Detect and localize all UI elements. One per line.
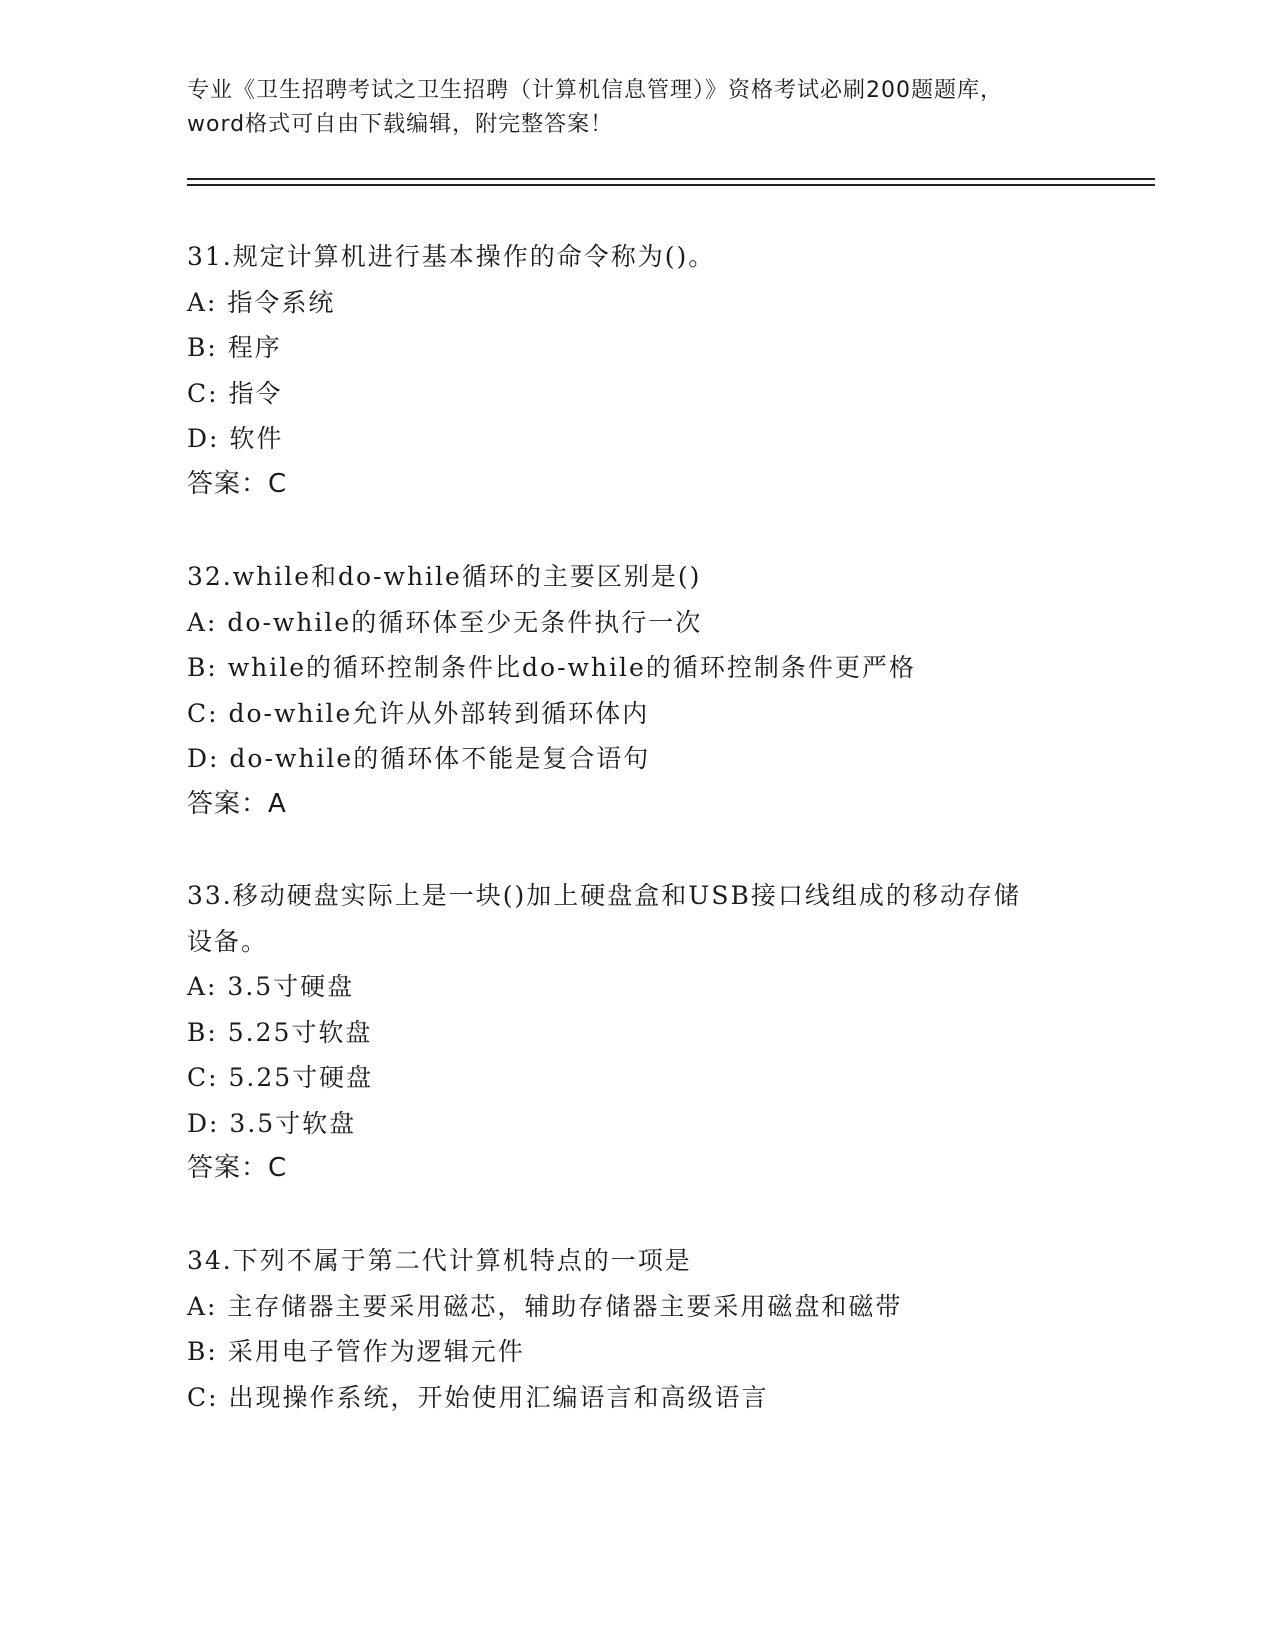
question-33 xyxy=(187,873,1087,1192)
option-a: A: 3.5寸硬盘 xyxy=(187,972,355,1001)
document-header xyxy=(187,74,1087,142)
question-31 xyxy=(187,234,1087,507)
answer: 答案：A xyxy=(187,788,287,819)
option-d: D: 3.5寸软盘 xyxy=(187,1108,357,1138)
question-stem: 32.while和do-while循环的主要区别是() xyxy=(187,562,702,591)
answer: 答案：C xyxy=(187,468,288,499)
option-c: C: do-while允许从外部转到循环体内 xyxy=(187,698,650,728)
header-line-1: 专业《卫生招聘考试之卫生招聘（计算机信息管理）》资格考试必刷200题题库， xyxy=(187,78,1003,103)
header-divider-bottom xyxy=(187,184,1155,186)
question-stem: 31.规定计算机进行基本操作的命令称为()。 xyxy=(187,242,716,271)
option-d: D: 软件 xyxy=(187,424,284,453)
option-c: C: 指令 xyxy=(187,378,283,408)
header-divider-top xyxy=(187,178,1155,180)
option-c: C: 5.25寸硬盘 xyxy=(187,1063,374,1092)
option-a: A: 指令系统 xyxy=(187,287,336,317)
option-c: C: 出现操作系统，开始使用汇编语言和高级语言 xyxy=(187,1382,769,1412)
question-stem: 33.移动硬盘实际上是一块()加上硬盘盒和USB接口线组成的移动存储 xyxy=(187,881,1021,910)
option-a: A: do-while的循环体至少无条件执行一次 xyxy=(187,607,703,637)
option-d: D: do-while的循环体不能是复合语句 xyxy=(187,744,651,773)
question-34 xyxy=(187,1238,1087,1420)
option-b: B: 采用电子管作为逻辑元件 xyxy=(187,1337,525,1366)
option-b: B: 5.25寸软盘 xyxy=(187,1017,373,1047)
question-32 xyxy=(187,554,1087,827)
option-b: B: while的循环控制条件比do-while的循环控制条件更严格 xyxy=(187,653,916,682)
option-b: B: 程序 xyxy=(187,333,282,362)
header-line-2: word格式可自由下载编辑，附完整答案！ xyxy=(187,112,614,137)
option-a: A: 主存储器主要采用磁芯，辅助存储器主要采用磁盘和磁带 xyxy=(187,1291,903,1321)
answer: 答案：C xyxy=(187,1153,288,1183)
question-stem: 34.下列不属于第二代计算机特点的一项是 xyxy=(187,1246,692,1275)
question-stem-continued: 设备。 xyxy=(187,926,269,956)
